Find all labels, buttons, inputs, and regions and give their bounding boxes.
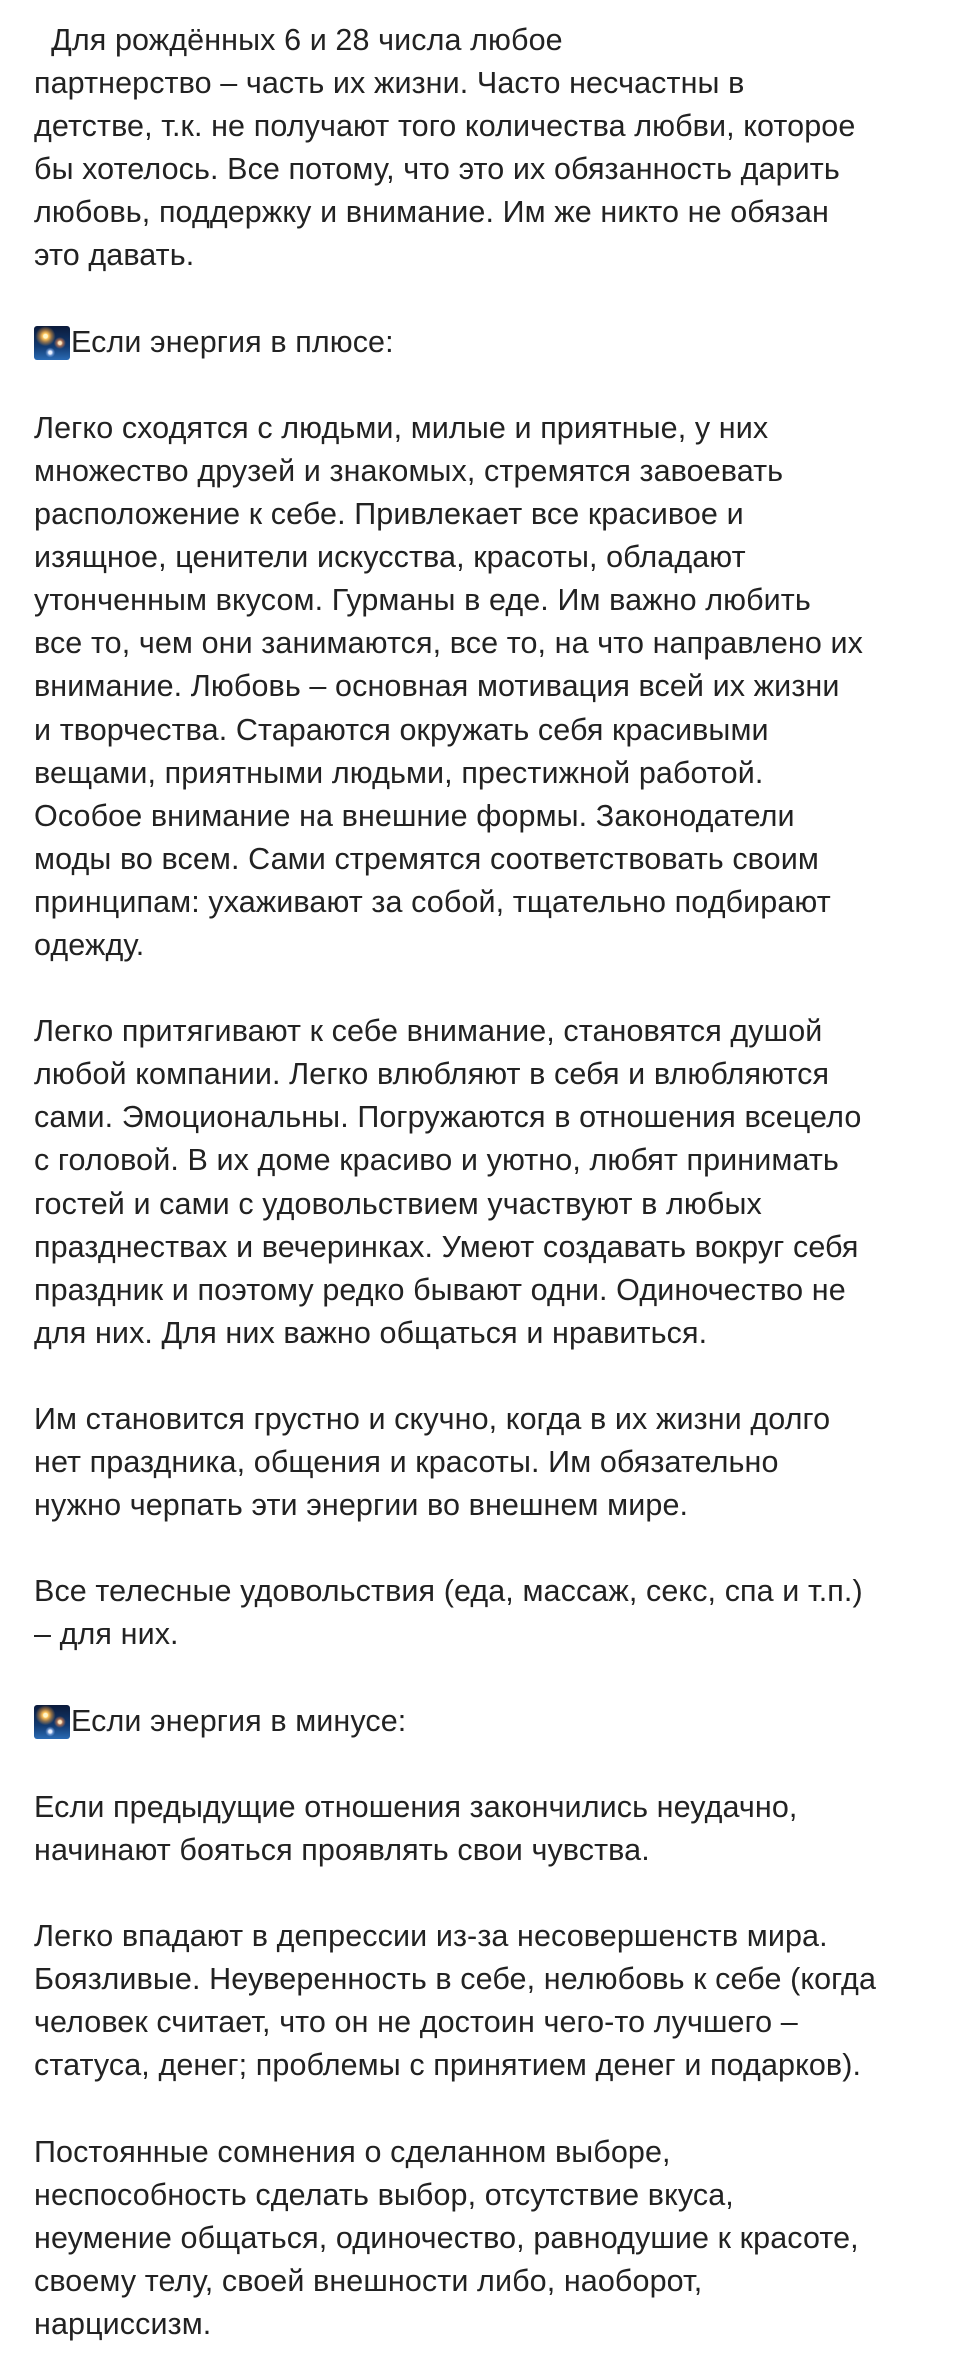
text-line: праздник и поэтому редко бывают одни. Одиночество не <box>34 1272 846 1307</box>
text-line: Легко впадают в депрессии из-за несовершенств мира. <box>34 1919 828 1954</box>
text-line: любовь, поддержку и внимание. Им же никто не обязан <box>34 195 829 230</box>
plus-paragraph-3 <box>34 1398 952 1527</box>
text-line: начинают бояться проявлять свои чувства. <box>34 1832 650 1867</box>
paragraph-spacer <box>34 1743 952 1786</box>
minus-paragraph-3 <box>34 2131 952 2346</box>
text-line: статуса, денег; проблемы с принятием денег и подарков). <box>34 2048 862 2083</box>
text-line: Для рождённых 6 и 28 числа любое <box>34 23 563 57</box>
text-line: это давать. <box>34 238 195 273</box>
intro-paragraph <box>34 19 952 278</box>
text-line: Особое внимание на внешние формы. Законодатели <box>34 798 795 833</box>
text-line: Им становится грустно и скучно, когда в их жизни долго <box>34 1402 831 1436</box>
paragraph-spacer <box>34 1527 952 1570</box>
text-line: партнерство – часть их жизни. Часто несчастны в <box>34 66 745 101</box>
text-line: вещами, приятными людьми, престижной работой. <box>34 755 764 790</box>
sparkler-icon <box>34 1705 70 1739</box>
paragraph-spacer <box>34 967 952 1010</box>
paragraph-spacer <box>34 364 952 407</box>
text-line: своему телу, своей внешности либо, наоборот, <box>34 2263 703 2298</box>
text-line: Боязливые. Неуверенность в себе, нелюбовь к себе (когда <box>34 1962 877 1997</box>
plus-paragraph-1 <box>34 407 952 967</box>
text-line: и творчества. Стараются окружать себя красивыми <box>34 712 769 747</box>
minus-paragraph-1 <box>34 1786 952 1872</box>
text-line: внимание. Любовь – основная мотивация всей их жизни <box>34 669 840 704</box>
text-line: Легко сходятся с людьми, милые и приятные, у них <box>34 410 769 445</box>
text-line: изящное, ценители искусства, красоты, обладают <box>34 540 746 575</box>
paragraph-spacer <box>34 278 952 321</box>
sparkler-icon <box>34 326 70 360</box>
text-line: все то, чем они занимаются, все то, на что направлено их <box>34 626 863 661</box>
text-line: моды во всем. Сами стремятся соответствовать своим <box>34 841 819 876</box>
text-line: неспособность сделать выбор, отсутствие вкуса, <box>34 2177 734 2212</box>
text-line: нужно черпать эти энергии во внешнем мире. <box>34 1488 689 1523</box>
text-line: Легко притягивают к себе внимание, становятся душой <box>34 1014 823 1049</box>
text-line: Все телесные удовольствия (еда, массаж, секс, спа и т.п.) <box>34 1574 863 1609</box>
section-heading-plus <box>34 321 952 364</box>
minus-paragraph-2 <box>34 1915 952 2087</box>
text-line: множество друзей и знакомых, стремятся завоевать <box>34 453 784 488</box>
text-line: неумение общаться, одиночество, равнодушие к красоте, <box>34 2220 859 2255</box>
paragraph-spacer <box>34 1872 952 1915</box>
text-line: утонченным вкусом. Гурманы в еде. Им важно любить <box>34 583 811 618</box>
text-line: празднествах и вечеринках. Умеют создавать вокруг себя <box>34 1229 859 1264</box>
text-line: Если предыдущие отношения закончились неудачно, <box>34 1789 798 1824</box>
text-line: нет праздника, общения и красоты. Им обязательно <box>34 1445 779 1480</box>
paragraph-spacer <box>34 1355 952 1398</box>
text-line: одежду. <box>34 927 145 962</box>
plus-paragraph-2 <box>34 1010 952 1355</box>
text-line: сами. Эмоциональны. Погружаются в отношения всецело <box>34 1100 862 1135</box>
text-line: с головой. В их доме красиво и уютно, любят принимать <box>34 1143 839 1178</box>
section-heading-text: Если энергия в плюсе: <box>71 324 394 359</box>
text-line: бы хотелось. Все потому, что это их обязанность дарить <box>34 152 840 187</box>
text-line: расположение к себе. Привлекает все красивое и <box>34 497 744 532</box>
text-line: для них. Для них важно общаться и нравиться. <box>34 1315 708 1350</box>
plus-paragraph-4 <box>34 1570 952 1656</box>
text-line: человек считает, что он не достоин чего-то лучшего – <box>34 2005 798 2040</box>
text-line: принципам: ухаживают за собой, тщательно подбирают <box>34 884 831 919</box>
paragraph-spacer <box>34 1657 952 1700</box>
text-line: детстве, т.к. не получают того количества любви, которое <box>34 109 856 144</box>
section-heading-minus <box>34 1700 952 1743</box>
text-line: нарциссизм. <box>34 2306 212 2341</box>
text-line: гостей и сами с удовольствием участвуют в любых <box>34 1186 762 1221</box>
paragraph-spacer <box>34 2088 952 2131</box>
text-line: – для них. <box>34 1617 179 1652</box>
text-line: любой компании. Легко влюбляют в себя и влюбляются <box>34 1057 830 1092</box>
section-heading-text: Если энергия в минусе: <box>71 1703 407 1738</box>
text-line: Постоянные сомнения о сделанном выборе, <box>34 2134 671 2169</box>
